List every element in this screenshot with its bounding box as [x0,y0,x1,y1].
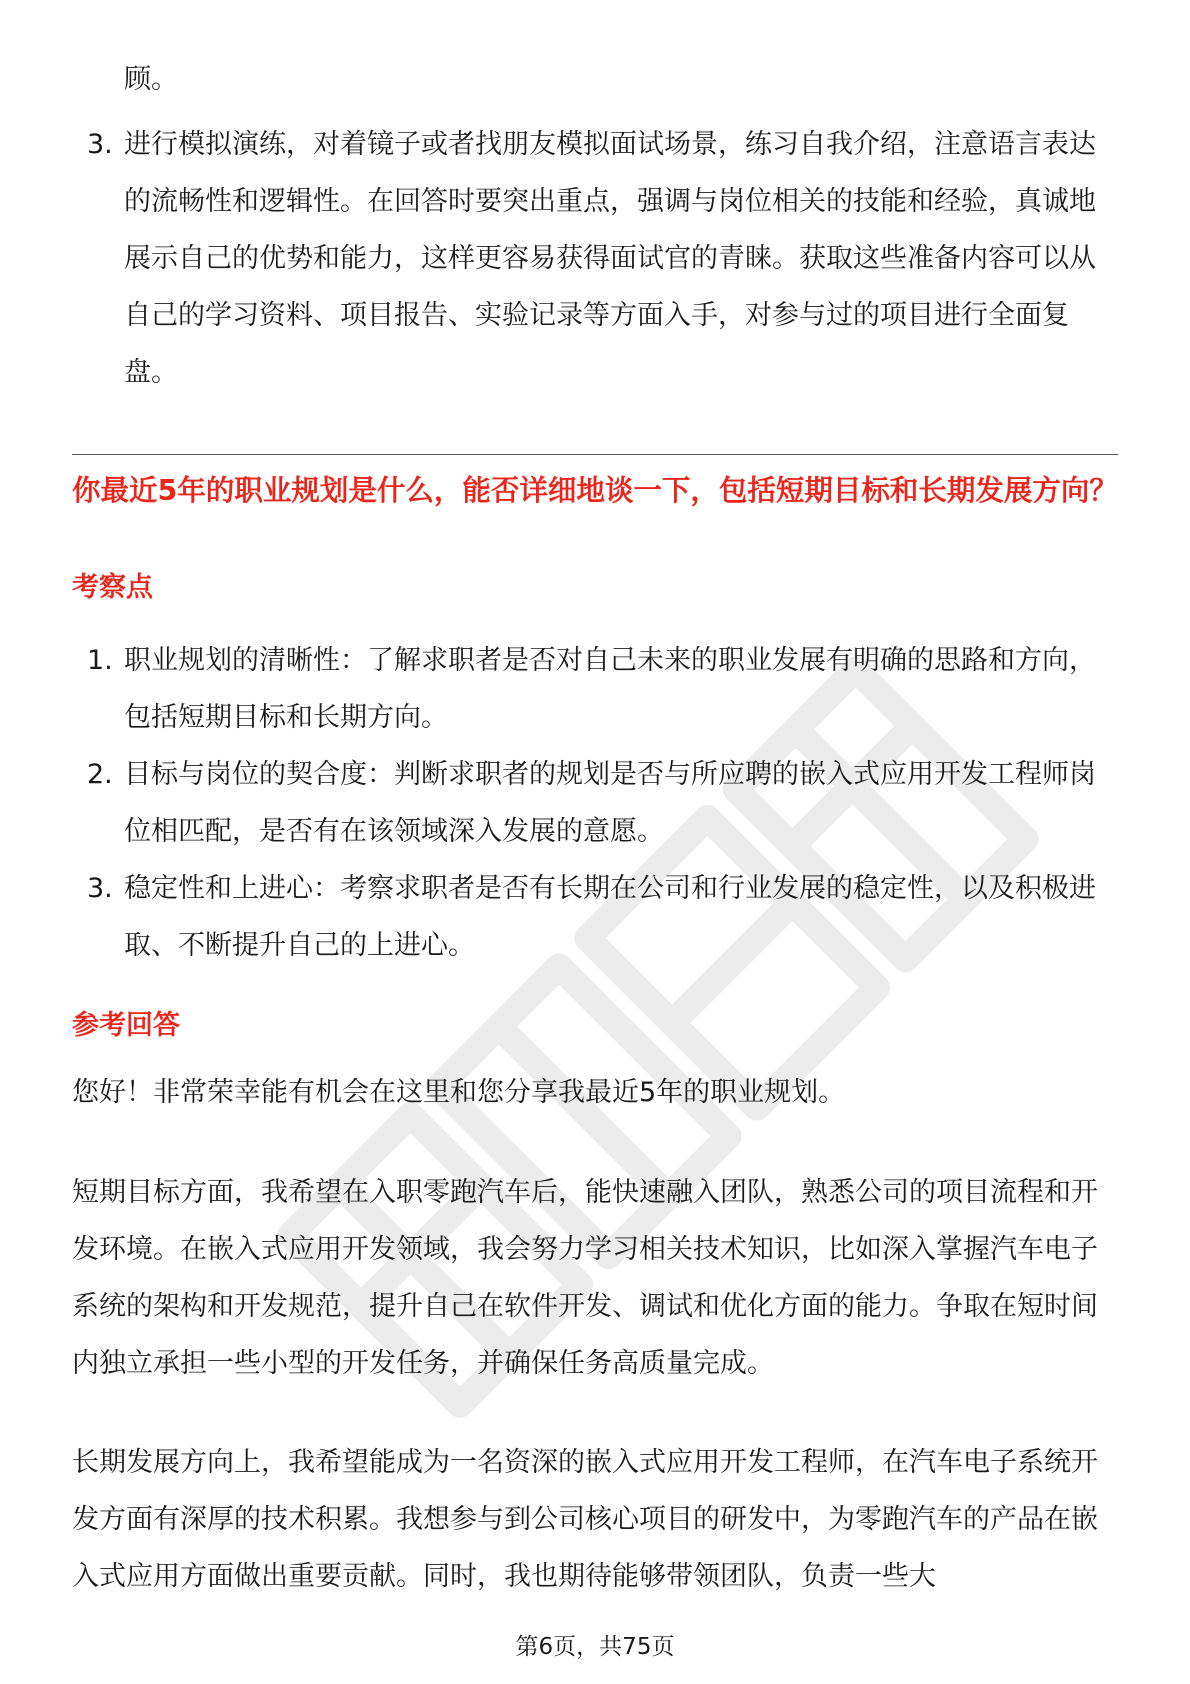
exam-points-label: 考察点 [72,572,153,603]
continuation-text: 顾。 [124,64,178,95]
list-number: 3. [87,873,113,904]
list-number: 3. [87,129,113,160]
prep-list [72,116,1112,401]
question-heading: 你最近5年的职业规划是什么，能否详细地谈一下，包括短期目标和长期发展方向？ [72,474,1118,507]
list-item-text: 目标与岗位的契合度：判断求职者的规划是否与所应聘的嵌入式应用开发工程师岗位相匹配，是否有在该领域深入发展的意愿。 [124,759,1096,847]
list-item [72,860,1112,974]
list-item [72,746,1112,860]
list-number: 2. [87,759,113,790]
answer-paragraph: 您好！非常荣幸能有机会在这里和您分享我最近5年的职业规划。 [72,1077,846,1108]
list-item-text: 进行模拟演练，对着镜子或者找朋友模拟面试场景，练习自我介绍，注意语言表达的流畅性和逻辑性。在回答时要突出重点，强调与岗位相关的技能和经验，真诚地展示自己的优势和能力，这样更容易获得面试官的青睐。获取这些准备内容可以从自己的学习资料、项目报告、实验记录等方面入手，对参与过的项目进行全面复盘。 [124,129,1096,388]
section-divider [72,454,1118,455]
answer-paragraph: 长期发展方向上，我希望能成为一名资深的嵌入式应用开发工程师，在汽车电子系统开发方面有深厚的技术积累。我想参与到公司核心项目的研发中，为零跑汽车的产品在嵌入式应用方面做出重要贡献。同时，我也期待能够带领团队，负责一些大 [72,1447,1098,1592]
exam-points-list [72,632,1112,974]
reference-answer-label: 参考回答 [72,1010,180,1041]
list-item [72,632,1112,746]
list-item [72,116,1112,401]
answer-paragraph: 短期目标方面，我希望在入职零跑汽车后，能快速融入团队，熟悉公司的项目流程和开发环境。在嵌入式应用开发领域，我会努力学习相关技术知识，比如深入掌握汽车电子系统的架构和开发规范，提升自己在软件开发、调试和优化方面的能力。争取在短时间内独立承担一些小型的开发任务，并确保任务高质量完成。 [72,1177,1098,1379]
list-number: 1. [87,645,113,676]
list-item-text: 稳定性和上进心：考察求职者是否有长期在公司和行业发展的稳定性，以及积极进取、不断提升自己的上进心。 [124,873,1096,961]
list-item-text: 职业规划的清晰性：了解求职者是否对自己未来的职业发展有明确的思路和方向，包括短期目标和长期方向。 [124,645,1096,733]
page-footer: 第6页，共75页 [515,1634,675,1660]
